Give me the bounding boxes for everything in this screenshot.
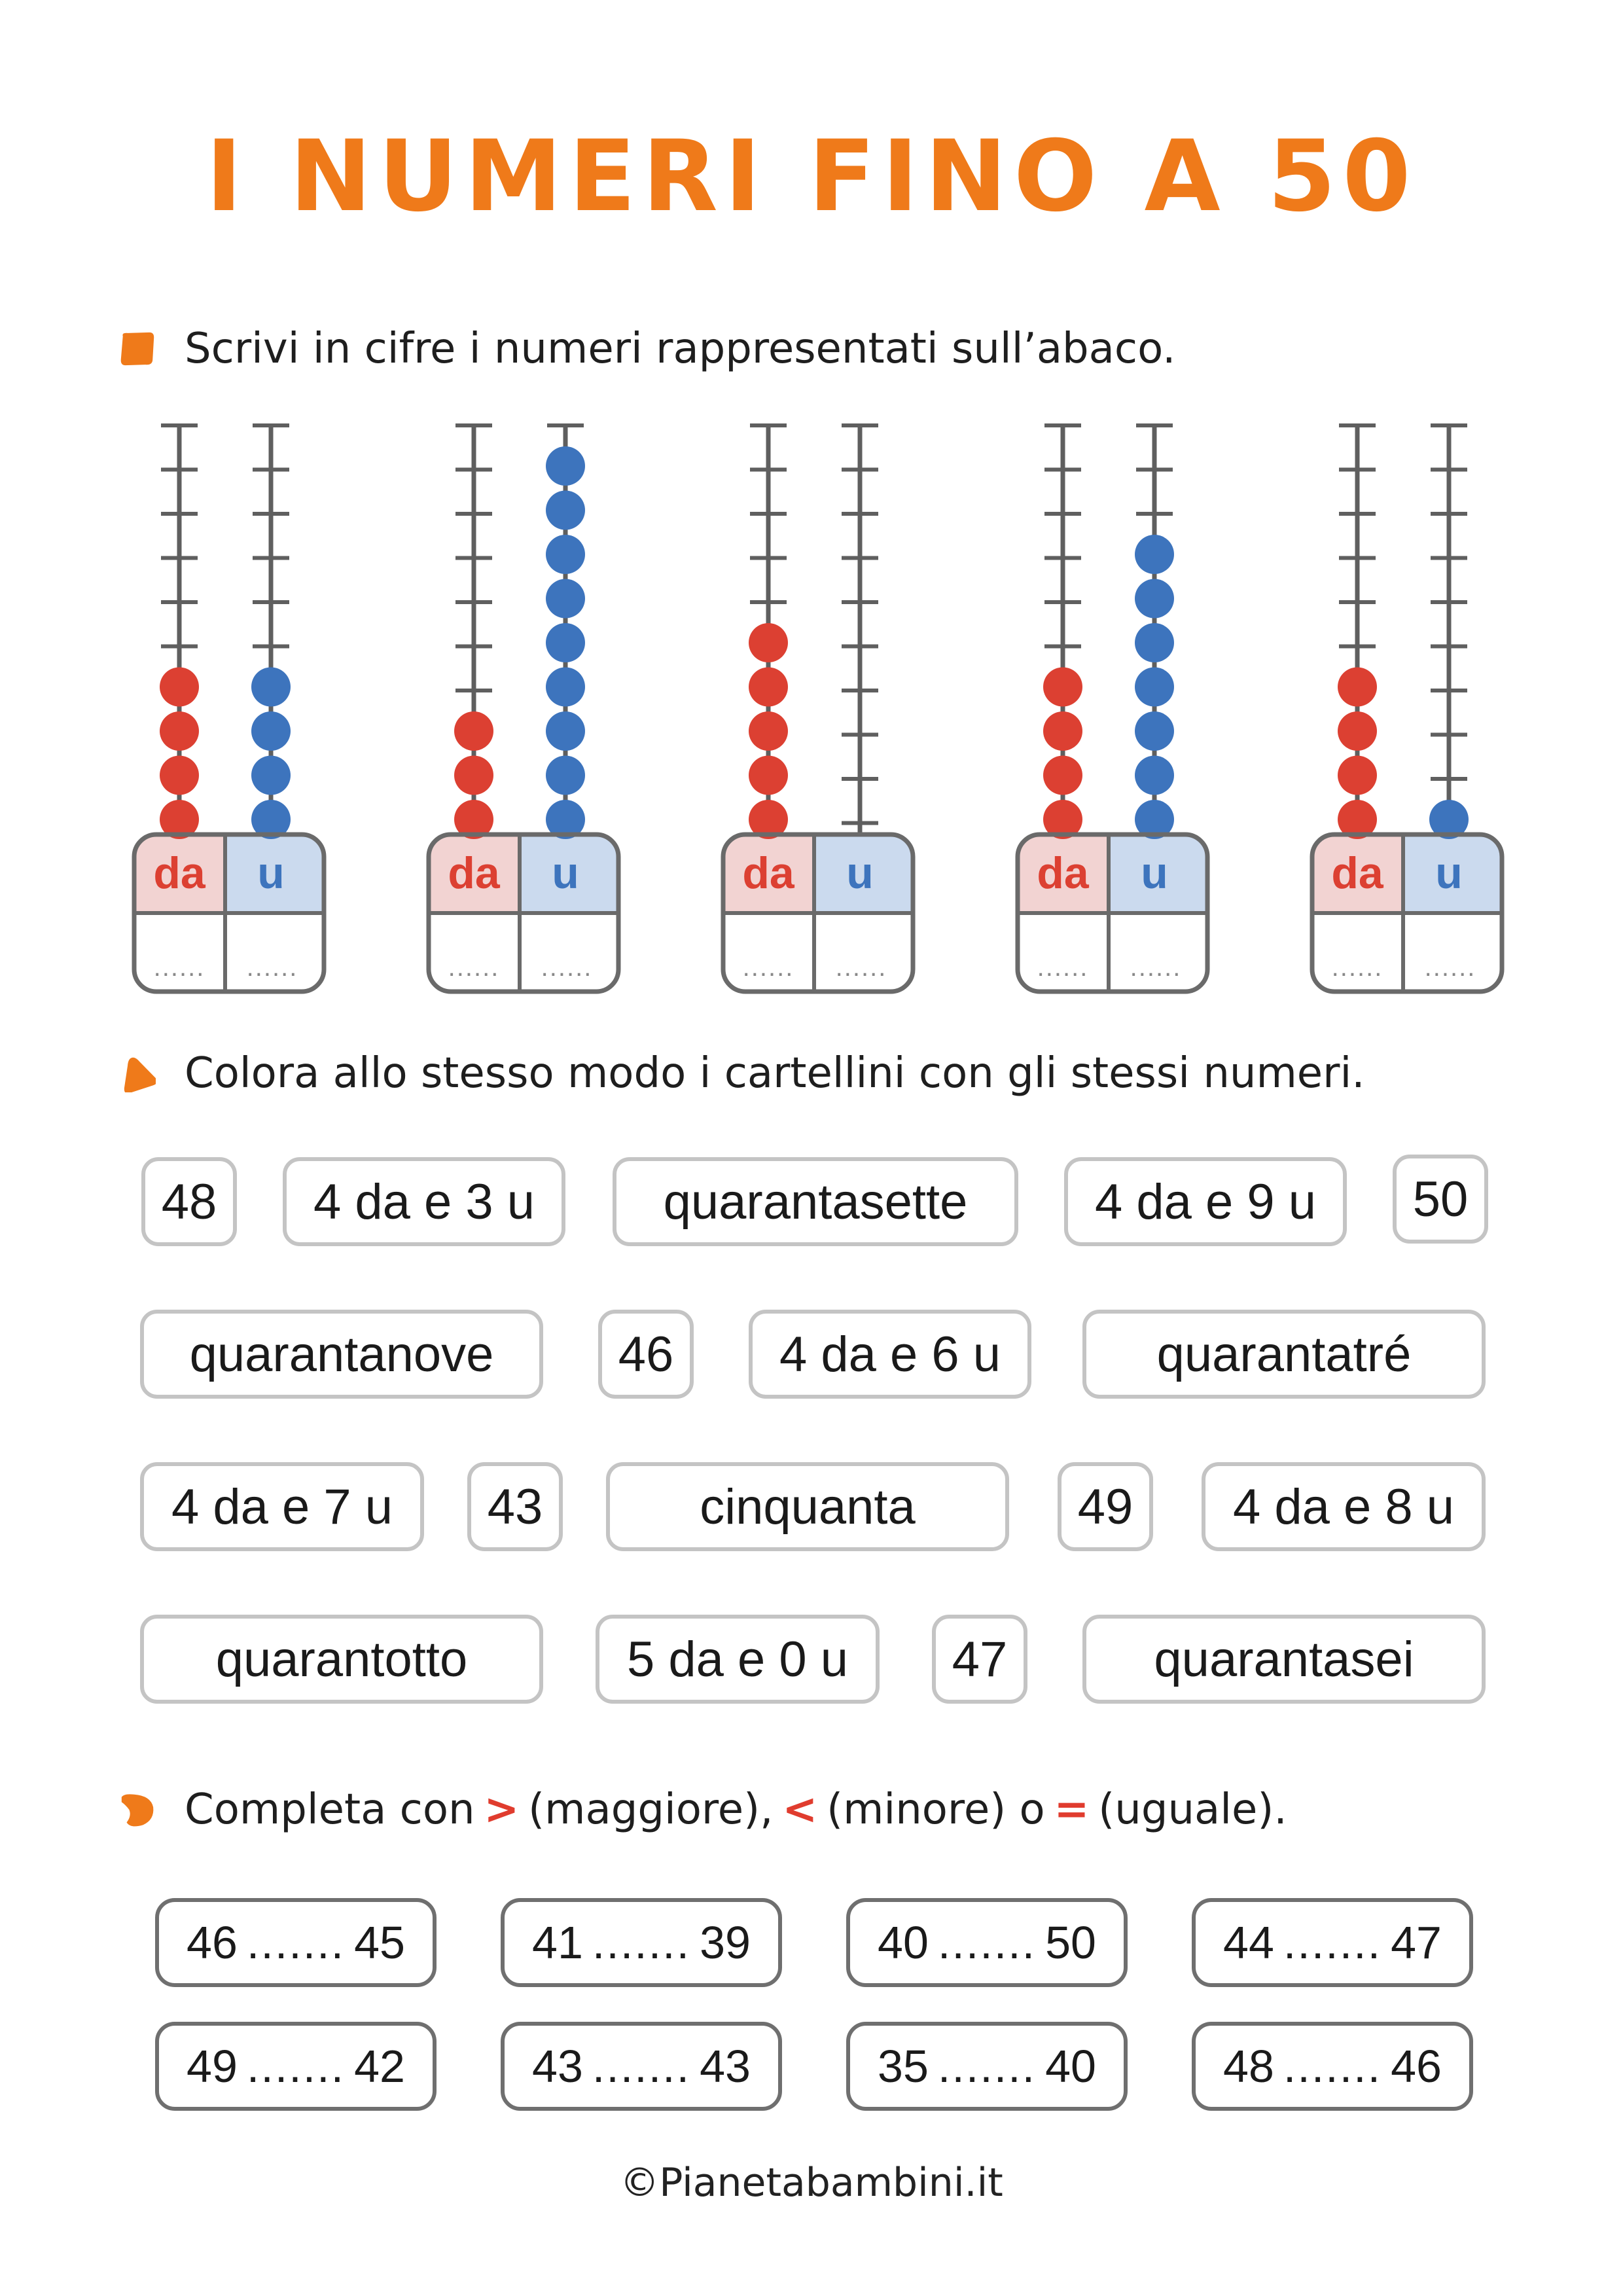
comparison-box[interactable] <box>501 2022 782 2111</box>
answer-blank[interactable]: ....... <box>937 2041 1037 2092</box>
tens-bead <box>160 668 199 707</box>
answer-blank[interactable]: ....... <box>592 1917 691 1968</box>
answer-blank[interactable]: ....... <box>937 1917 1037 1968</box>
units-answer-field[interactable]: ...... <box>246 953 298 982</box>
units-bead <box>546 491 585 530</box>
left-number: 43 <box>532 2041 583 2092</box>
units-bead <box>546 446 585 486</box>
units-answer-field[interactable]: ...... <box>541 953 593 982</box>
right-number: 39 <box>700 1917 751 1968</box>
tens-bead <box>749 711 788 751</box>
tens-answer-field[interactable]: ...... <box>1331 953 1383 982</box>
instruction-2-text: Colora allo stesso modo i cartellini con gli stessi numeri. <box>185 1049 1365 1098</box>
number-card[interactable]: 48 <box>141 1157 237 1246</box>
number-card[interactable]: quarantasei <box>1082 1615 1486 1704</box>
page-title: I NUMERI FINO A 50 <box>205 120 1418 234</box>
tens-bead <box>160 711 199 751</box>
comparison-box[interactable] <box>155 1898 437 1987</box>
comparison-box[interactable] <box>846 2022 1128 2111</box>
equal-label: (uguale). <box>1098 1785 1287 1834</box>
units-bead <box>1135 668 1174 707</box>
number-card[interactable]: quarantasette <box>613 1157 1018 1246</box>
right-number: 47 <box>1391 1917 1442 1968</box>
orange-square-bullet-icon <box>118 330 156 368</box>
label-units: u <box>1141 848 1168 898</box>
number-card[interactable]: 5 da e 0 u <box>596 1615 880 1704</box>
number-card[interactable]: 46 <box>598 1310 694 1399</box>
left-number: 41 <box>532 1917 583 1968</box>
units-bead <box>251 756 291 795</box>
right-number: 40 <box>1045 2041 1096 2092</box>
abacus-5 <box>1309 419 1505 995</box>
tens-bead <box>1043 668 1082 707</box>
abacus-1 <box>131 419 327 995</box>
tens-bead <box>749 756 788 795</box>
units-bead <box>546 579 585 619</box>
answer-blank[interactable]: ....... <box>1283 2041 1382 2092</box>
units-bead <box>546 711 585 751</box>
label-tens: da <box>1037 848 1089 898</box>
number-card[interactable]: 50 <box>1393 1155 1488 1244</box>
left-number: 46 <box>187 1917 238 1968</box>
units-bead <box>546 623 585 662</box>
right-number: 43 <box>700 2041 751 2092</box>
number-card[interactable]: cinquanta <box>606 1462 1009 1551</box>
greater-than-symbol: > <box>484 1785 520 1834</box>
units-bead <box>251 711 291 751</box>
label-units: u <box>552 848 579 898</box>
greater-than-label: (maggiore), <box>528 1785 774 1834</box>
footer-credit: ©Pianetabambini.it <box>620 2160 1003 2206</box>
units-answer-field[interactable]: ...... <box>1424 953 1476 982</box>
label-units: u <box>1435 848 1463 898</box>
comparison-box[interactable] <box>1192 1898 1473 1987</box>
tens-bead <box>160 756 199 795</box>
instruction-1-text: Scrivi in cifre i numeri rappresentati sull’abaco. <box>185 325 1176 373</box>
tens-bead <box>1338 711 1377 751</box>
number-card[interactable]: quarantotto <box>140 1615 543 1704</box>
number-card[interactable]: quarantanove <box>140 1310 543 1399</box>
left-number: 48 <box>1223 2041 1274 2092</box>
number-card[interactable]: quarantatré <box>1082 1310 1486 1399</box>
number-card[interactable]: 47 <box>932 1615 1027 1704</box>
comparison-box[interactable] <box>1192 2022 1473 2111</box>
left-number: 40 <box>878 1917 929 1968</box>
label-tens: da <box>448 848 500 898</box>
units-bead <box>251 668 291 707</box>
answer-blank[interactable]: ....... <box>592 2041 691 2092</box>
instruction-3 <box>118 1777 1287 1842</box>
units-answer-field[interactable]: ...... <box>835 953 887 982</box>
units-bead <box>1135 756 1174 795</box>
units-bead <box>1135 535 1174 574</box>
answer-blank[interactable]: ....... <box>1283 1917 1382 1968</box>
left-number: 35 <box>878 2041 929 2092</box>
label-tens: da <box>153 848 205 898</box>
number-card[interactable]: 4 da e 9 u <box>1064 1157 1347 1246</box>
instruction-3-text: Completa con <box>185 1785 475 1834</box>
number-card[interactable]: 43 <box>467 1462 563 1551</box>
abacus-2 <box>425 419 622 995</box>
less-than-label: (minore) o <box>827 1785 1045 1834</box>
orange-round-bullet-icon <box>118 1791 156 1829</box>
comparison-box[interactable] <box>846 1898 1128 1987</box>
comparison-box[interactable] <box>501 1898 782 1987</box>
left-number: 49 <box>187 2041 238 2092</box>
tens-answer-field[interactable]: ...... <box>448 953 500 982</box>
instruction-2 <box>118 1041 1365 1106</box>
equal-symbol: = <box>1054 1785 1090 1834</box>
answer-blank[interactable]: ....... <box>246 1917 346 1968</box>
tens-bead <box>1043 711 1082 751</box>
left-number: 44 <box>1223 1917 1274 1968</box>
number-card[interactable]: 4 da e 3 u <box>283 1157 565 1246</box>
answer-blank[interactable]: ....... <box>246 2041 346 2092</box>
right-number: 46 <box>1391 2041 1442 2092</box>
right-number: 45 <box>354 1917 405 1968</box>
units-bead <box>1135 711 1174 751</box>
comparison-box[interactable] <box>155 2022 437 2111</box>
abacus-3 <box>720 419 916 995</box>
abacus-4 <box>1014 419 1211 995</box>
label-tens: da <box>1331 848 1383 898</box>
tens-answer-field[interactable]: ...... <box>1037 953 1089 982</box>
number-card[interactable]: 49 <box>1058 1462 1153 1551</box>
units-answer-field[interactable]: ...... <box>1130 953 1182 982</box>
instruction-1 <box>118 316 1175 382</box>
number-card[interactable]: 4 da e 6 u <box>749 1310 1031 1399</box>
number-card[interactable]: 4 da e 8 u <box>1202 1462 1486 1551</box>
number-card[interactable]: 4 da e 7 u <box>140 1462 424 1551</box>
less-than-symbol: < <box>782 1785 818 1834</box>
tens-bead <box>749 668 788 707</box>
units-bead <box>546 668 585 707</box>
tens-bead <box>1338 668 1377 707</box>
tens-answer-field[interactable]: ...... <box>153 953 205 982</box>
units-bead <box>1135 579 1174 619</box>
tens-bead <box>1338 756 1377 795</box>
tens-bead <box>749 623 788 662</box>
units-bead <box>1135 623 1174 662</box>
tens-bead <box>454 756 493 795</box>
tens-answer-field[interactable]: ...... <box>742 953 794 982</box>
label-units: u <box>257 848 285 898</box>
units-bead <box>546 535 585 574</box>
label-units: u <box>846 848 874 898</box>
units-bead <box>546 756 585 795</box>
tens-bead <box>454 711 493 751</box>
tens-bead <box>1043 756 1082 795</box>
orange-triangle-bullet-icon <box>118 1054 156 1092</box>
right-number: 50 <box>1045 1917 1096 1968</box>
right-number: 42 <box>354 2041 405 2092</box>
label-tens: da <box>742 848 794 898</box>
